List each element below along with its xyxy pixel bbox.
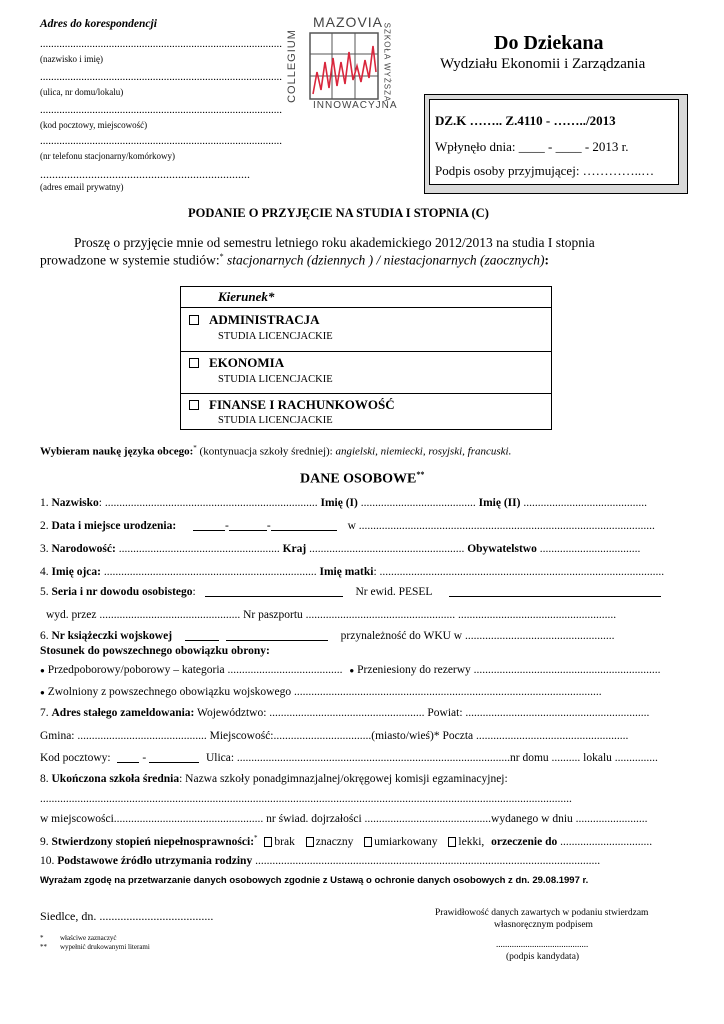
logo-graphic (309, 32, 379, 100)
label-disability: Stwierdzony stopień niepełnosprawności: (51, 835, 255, 848)
row-defense-heading: Stosunek do powszechnego obowiązku obrony: (40, 645, 270, 657)
intro-line-2-text: prowadzone w systemie studiów: (40, 252, 220, 268)
address-heading: Adres do korespondencji (40, 18, 157, 30)
row-number: 8. (40, 773, 52, 785)
option-moderate[interactable] (364, 836, 437, 848)
label-id: Seria i nr dowodu osobistego (51, 586, 193, 598)
label-certificate: orzeczenie do (491, 835, 558, 848)
checkbox-icon[interactable] (189, 358, 199, 368)
field-citizenship[interactable]: ................................... (536, 543, 641, 555)
option-mild[interactable] (448, 836, 484, 848)
field-first-name[interactable]: ........................................ (357, 497, 476, 509)
row-municipality[interactable]: Gmina: ............................................. Miejscowość:..................................(miasto/wieś)* Poczta ..................................................... (40, 730, 629, 742)
row-school (40, 773, 508, 785)
office-ref: DZ.K …….. Z.4110 - ……../2013 (435, 113, 616, 128)
address-hint-postcode: (kod pocztowy, miejscowość) (40, 120, 148, 130)
college-logo (285, 12, 398, 122)
language-options: angielski, niemiecki, rosyjski, francuski. (335, 445, 512, 458)
checkbox-icon[interactable] (264, 837, 272, 847)
option-label: brak (274, 835, 295, 848)
checkbox-icon[interactable] (189, 315, 199, 325)
row-birth[interactable] (40, 520, 655, 532)
bullet-icon: ● (40, 687, 45, 697)
label-school-name: : Nazwa szkoły ponadgimnazjalnej/okręgowej komisji egzaminacyjnej: (179, 773, 508, 785)
row-number: 7. (40, 707, 52, 719)
checkbox-icon[interactable] (448, 837, 456, 847)
label-country: Kraj (279, 543, 307, 555)
option-label: znaczny (315, 835, 354, 848)
label-second-name: Imię (II) (475, 497, 521, 509)
footnote-2: wypełnić drukowanymi literami (60, 943, 150, 951)
row-number: 1. (40, 497, 52, 509)
label-postcode: Kod pocztowy: (40, 752, 111, 764)
field-father[interactable]: .......................................................................... (101, 566, 317, 578)
row-exempt[interactable] (40, 686, 602, 698)
address-line-postcode[interactable]: ........................................................................................ (40, 104, 282, 116)
date-sep: - (266, 520, 271, 532)
program-name: EKONOMIA (209, 355, 285, 370)
signature-label: (podpis kandydata) (506, 952, 580, 962)
field-birth-day[interactable] (193, 520, 225, 531)
field-military-series[interactable] (185, 630, 219, 641)
row-military[interactable] (40, 630, 615, 642)
label-military-book: Nr książeczki wojskowej (51, 630, 173, 642)
program-level: STUDIA LICENCJACKIE (218, 415, 333, 426)
label-pesel: Nr ewid. PESEL (355, 586, 433, 598)
row-address[interactable] (40, 707, 649, 719)
option-label: umiarkowany (374, 835, 438, 848)
attest-line-1: Prawidłowość danych zawartych w podaniu stwierdzam (435, 908, 649, 918)
intro-study-modes: stacjonarnych (dziennych ) / niestacjonarnych (zaocznych) (223, 252, 545, 268)
address-line-name[interactable]: ........................................................................................ (40, 38, 282, 50)
address-hint-phone: (nr telefonu stacjonarny/komórkowy) (40, 151, 175, 161)
field-conscript-category[interactable]: Przedpoborowy/poborowy – kategoria ........................................ (47, 664, 343, 676)
field-postcode-1[interactable] (117, 752, 139, 763)
option-significant[interactable] (306, 836, 354, 848)
row-id[interactable] (40, 586, 661, 598)
field-pesel[interactable] (449, 586, 661, 597)
disability-sup: * (254, 834, 258, 842)
recipient-title: Do Dziekana (494, 32, 604, 54)
address-line-phone[interactable]: ........................................................................................ (40, 135, 282, 147)
field-military-number[interactable] (226, 630, 328, 641)
field-reserve[interactable]: Przeniesiony do rezerwy ................................................................. (357, 664, 661, 676)
office-received: Wpłynęło dnia: ____ - ____ - 2013 r. (435, 139, 629, 154)
label-permanent-address: Adres stałego zameldowania: (51, 707, 195, 719)
address-hint-name: (nazwisko i imię) (40, 54, 103, 64)
row-school-place[interactable]: w miejscowości.................................................... nr świad. dojrzałości ............................................wydanego w dniu ......................... (40, 813, 648, 825)
address-line-street[interactable]: ........................................................................................ (40, 71, 282, 83)
program-option-administracja[interactable] (189, 311, 320, 329)
personal-title (300, 470, 424, 488)
label-father: Imię ojca: (51, 566, 101, 578)
row-income[interactable] (40, 855, 600, 867)
field-id-number[interactable] (205, 586, 343, 597)
office-use-box (424, 94, 688, 194)
field-school-name[interactable]: ......................................................................................................................................................................................... (40, 793, 572, 805)
field-issued-by[interactable]: wyd. przez ................................................. (46, 609, 241, 621)
option-none[interactable] (264, 836, 294, 848)
checkbox-icon[interactable] (189, 400, 199, 410)
footnote-1-mark: * (40, 934, 44, 942)
field-nationality[interactable]: ........................................................ (115, 543, 280, 555)
logo-text-right: SZKOŁA WYŻSZA (382, 22, 392, 103)
personal-title-text: DANE OSOBOWE (300, 471, 417, 487)
row-postcode[interactable] (40, 752, 658, 764)
row-number: 10. (40, 855, 58, 867)
office-signature: Podpis osoby przyjmującej: …………..… (435, 163, 655, 178)
intro-colon: : (544, 252, 550, 268)
field-passport[interactable]: Nr paszportu .................................................... ....................................................... (240, 609, 617, 621)
label-colon: : (192, 586, 196, 598)
label-school: Ukończona szkoła średnia (51, 773, 180, 785)
consent-text: Wyrażam zgodę na przetwarzanie danych osobowych zgodnie z Ustawą o ochronie danych osobowych z dn. 29.08.1997 r. (40, 875, 589, 886)
field-street[interactable]: Ulica: ...............................................................................................nr domu .......... lokalu ............... (205, 752, 658, 764)
language-line (40, 444, 511, 458)
recipient-subtitle: Wydziału Ekonomii i Zarządzania (440, 56, 646, 72)
logo-text-bottom: INNOWACYJNA (313, 100, 398, 111)
address-hint-street: (ulica, nr domu/lokalu) (40, 87, 124, 97)
field-birth-place[interactable]: w ....................................................................................................... (344, 520, 655, 532)
label-citizenship: Obywatelstwo (464, 543, 537, 555)
row-number: 6. (40, 630, 52, 642)
field-exempt[interactable]: Zwolniony z powszechnego obowiązku wojskowego ........................................................................................................... (47, 686, 602, 698)
program-option-ekonomia[interactable] (189, 354, 284, 372)
language-sup: * (193, 444, 197, 452)
program-level: STUDIA LICENCJACKIE (218, 331, 333, 342)
program-option-finanse[interactable] (189, 396, 395, 414)
field-surname[interactable]: : .......................................................................... (98, 497, 318, 509)
field-birth-month[interactable] (229, 520, 267, 531)
row-number: 9. (40, 835, 52, 848)
field-certificate[interactable]: ................................ (557, 835, 653, 848)
label-mother: Imię matki (316, 566, 374, 578)
row-parents[interactable] (40, 566, 664, 578)
field-income[interactable]: ........................................................................................................................ (252, 855, 601, 867)
program-header: Kierunek* (218, 289, 275, 304)
personal-sup: ** (416, 470, 425, 479)
label-nationality: Narodowość: (51, 543, 116, 555)
label-surname: Nazwisko (51, 497, 99, 509)
intro-line-2 (40, 252, 549, 269)
field-country[interactable]: ...................................................... (306, 543, 465, 555)
program-name: FINANSE I RACHUNKOWOŚĆ (209, 397, 395, 412)
program-table (180, 286, 552, 430)
field-wku[interactable]: przynależność do WKU w .................................................... (340, 630, 615, 642)
footnote-2-mark: ** (40, 943, 47, 951)
row-issued[interactable] (46, 609, 616, 621)
row-disability[interactable] (40, 834, 652, 848)
row-number: 5. (40, 586, 52, 598)
language-label: Wybieram naukę języka obcego: (40, 445, 194, 458)
intro-sup: * (219, 252, 224, 261)
signature-line[interactable]: ......................................... (496, 939, 589, 949)
checkbox-icon[interactable] (364, 837, 372, 847)
field-mother[interactable]: : ................................................................................................... (373, 566, 665, 578)
postcode-sep: - (142, 752, 147, 764)
footnote-1: właściwe zaznaczyć (60, 934, 117, 942)
language-note: (kontynuacja szkoły średniej): (196, 445, 336, 458)
form-title: PODANIE O PRZYJĘCIE NA STUDIA I STOPNIA (C) (188, 206, 489, 220)
address-hint-email: (adres email prywatny) (40, 182, 124, 192)
field-second-name[interactable]: ........................................... (520, 497, 647, 509)
logo-text-left: COLLEGIUM (285, 29, 298, 103)
logo-text-top: MAZOVIA (313, 14, 384, 30)
field-voivodeship-county[interactable]: Województwo: ...................................................... Powiat: ................................................................ (194, 707, 650, 719)
row-number: 4. (40, 566, 52, 578)
row-number: 2. (40, 520, 52, 532)
field-postcode-2[interactable] (149, 752, 199, 763)
label-birth: Data i miejsce urodzenia: (51, 520, 177, 532)
address-line-email[interactable]: ...................................................................... (40, 167, 250, 181)
intro-line-1: Proszę o przyjęcie mnie od semestru letniego roku akademickiego 2012/2013 na studia I stopnia (74, 235, 595, 250)
program-name: ADMINISTRACJA (209, 312, 320, 327)
row-nationality[interactable] (40, 543, 640, 555)
row-number: 3. (40, 543, 52, 555)
row-surname[interactable] (40, 497, 647, 509)
field-birth-year[interactable] (271, 520, 337, 531)
place-date[interactable]: Siedlce, dn. ...................................... (40, 909, 214, 923)
bullet-icon: ● (349, 665, 355, 675)
date-sep: - (225, 520, 229, 532)
row-conscript[interactable] (40, 664, 661, 676)
label-income: Podstawowe źródło utrzymania rodziny (57, 855, 253, 867)
option-label: lekki, (458, 835, 485, 848)
checkbox-icon[interactable] (306, 837, 314, 847)
bullet-icon: ● (40, 665, 45, 675)
label-first-name: Imię (I) (317, 497, 358, 509)
attest-line-2: własnoręcznym podpisem (494, 920, 593, 930)
program-level: STUDIA LICENCJACKIE (218, 374, 333, 385)
